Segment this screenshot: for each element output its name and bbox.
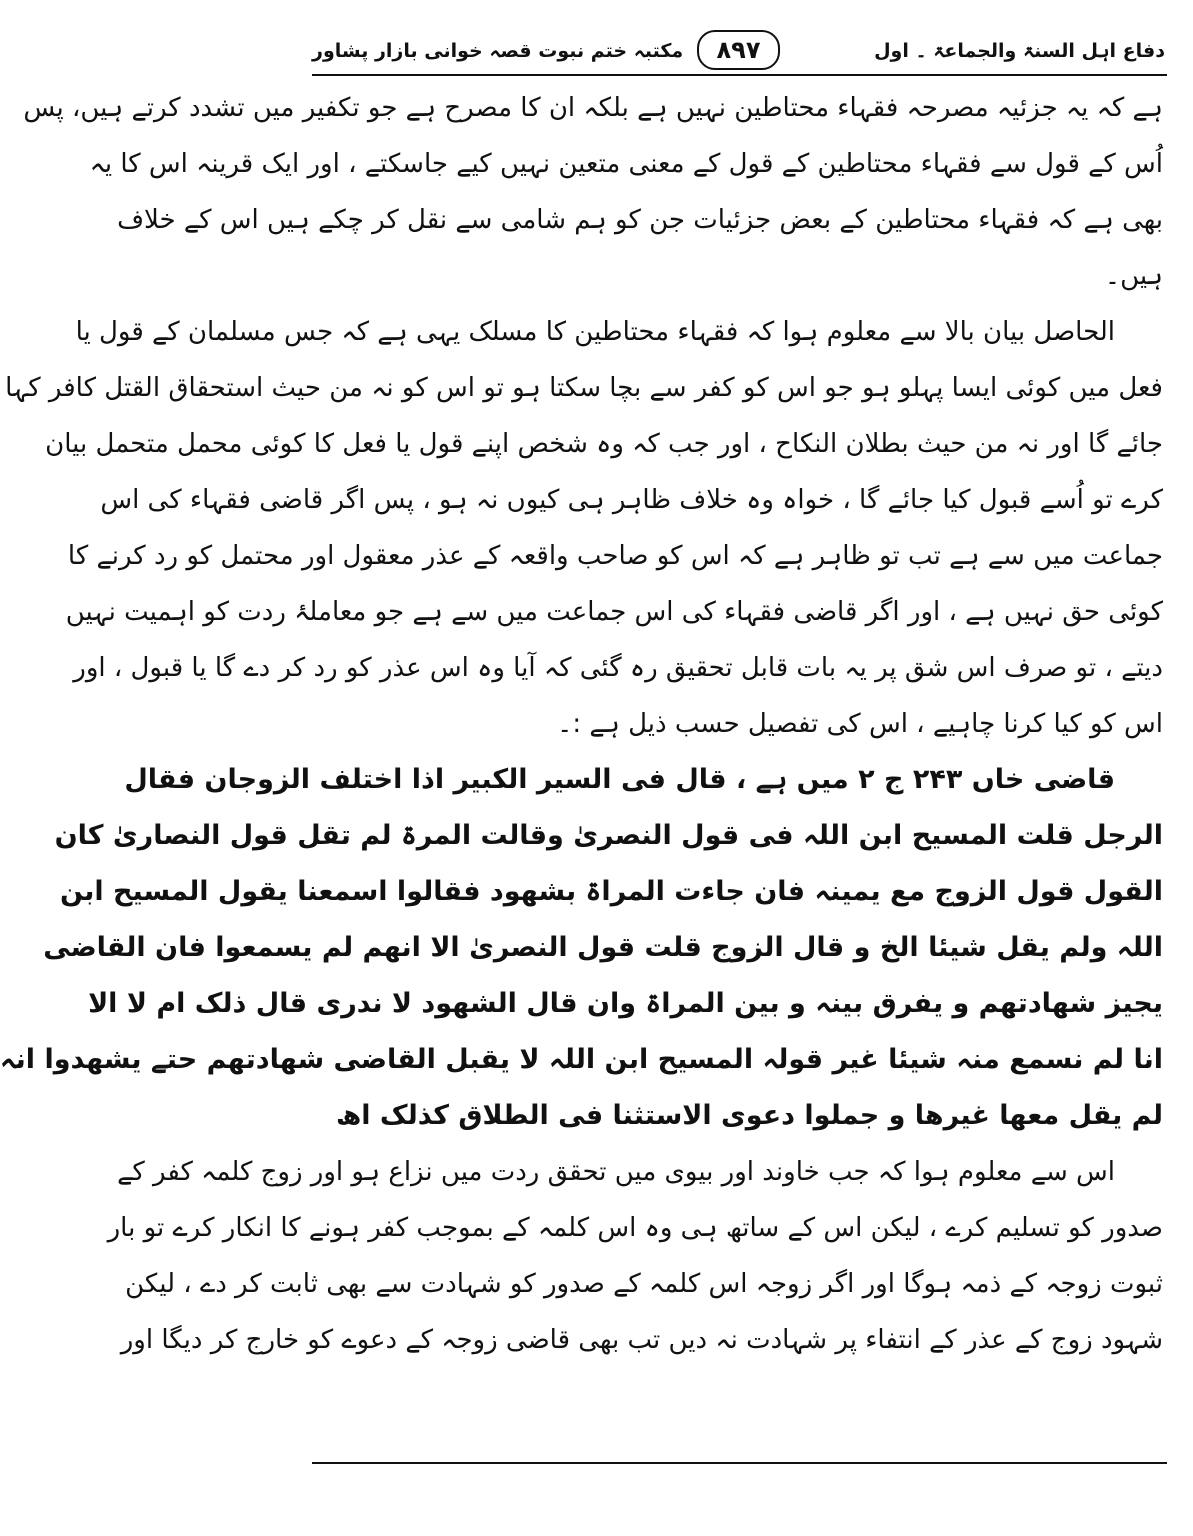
page-number: ۸۹۷ [697, 30, 781, 70]
text-line: جماعت میں سے ہے تب تو ظاہر ہے کہ اس کو صاحب واقعہ کے عذر معقول اور محتمل کو رد کرنے کا [67, 541, 1163, 571]
text-line: ثبوت زوجہ کے ذمہ ہوگا اور اگر زوجہ اس کلمہ کے صدور کو شہادت سے بھی ثابت کر دے ، لیکن [125, 1269, 1163, 1299]
text-line: فعل میں کوئی ایسا پہلو ہو جو اس کو کفر سے بچا سکتا ہو تو اس کو نہ من حیث استحقاق القتل کافر کہا [5, 373, 1163, 403]
text-line: اس کو کیا کرنا چاہیے ، اس کی تفصیل حسب ذیل ہے :۔ [557, 709, 1163, 739]
page-body [0, 80, 1163, 1368]
text-line: اُس کے قول سے فقہاء محتاطین کے قول کے معنی متعین نہیں کیے جاسکتے ، اور ایک قرینہ اس کا یہ [89, 149, 1163, 179]
paragraph-1 [23, 80, 1163, 304]
paragraph-2 [5, 304, 1163, 752]
header-rule [312, 74, 1167, 76]
text-line: القول قول الزوج مع یمینہ فان جاءت المراۃ بشھود فقالوا اسمعنا یقول المسیح ابن [59, 876, 1163, 907]
book-title: دفاع اہل السنۃ والجماعۃ ۔ اول [874, 40, 1165, 62]
paragraph-4 [107, 1144, 1163, 1368]
text-line: ہیں۔ [1104, 261, 1163, 291]
text-line: شہود زوج کے عذر کے انتفاء پر شہادت نہ دیں تب بھی قاضی زوجہ کے دعوے کو خارج کر دیگا اور [120, 1325, 1163, 1355]
text-line: ہے کہ یہ جزئیہ مصرحہ فقہاء محتاطین نہیں ہے بلکہ ان کا مصرح ہے جو تکفیر میں تشدد کرتے ہیں، پس [23, 93, 1163, 123]
page-header [312, 30, 1165, 72]
text-line: اللہ ولم یقل شیئا الخ و قال الزوج قلت قول النصریٰ الا انھم لم یسمعوا فان القاضی [43, 932, 1163, 963]
footer-rule [312, 1462, 1167, 1464]
arabic-quotation [0, 752, 1163, 1144]
publisher: مکتبہ ختم نبوت قصہ خوانی بازار پشاور [312, 40, 684, 62]
text-line: لم یقل معھا غیرھا و جملوا دعوی الاستثنا فی الطلاق کذلک اھ [335, 1100, 1163, 1131]
text-line: الحاصل بیان بالا سے معلوم ہوا کہ فقہاء محتاطین کا مسلک یہی ہے کہ جس مسلمان کے قول یا [75, 317, 1115, 347]
text-line: کرے تو اُسے قبول کیا جائے گا ، خواہ وہ خلاف ظاہر ہی کیوں نہ ہو ، پس اگر قاضی فقہاء کی اس [100, 485, 1163, 515]
text-line: قاضی خاں ۲۴۳ ج ۲ میں ہے ، قال فی السیر الکبیر اذا اختلف الزوجان فقال [124, 764, 1115, 795]
text-line: دیتے ، تو صرف اس شق پر یہ بات قابل تحقیق رہ گئی کہ آیا وہ اس عذر کو رد کر دے گا یا قبول ، اور [73, 653, 1163, 683]
text-line: بھی ہے کہ فقہاء محتاطین کے بعض جزئیات جن کو ہم شامی سے نقل کر چکے ہیں اس کے خلاف [117, 205, 1163, 235]
text-line: انا لم نسمع منہ شیئا غیر قولہ المسیح ابن اللہ لا یقبل القاضی شھادتھم حتے یشھدوا انہ [0, 1044, 1163, 1075]
text-line: کوئی حق نہیں ہے ، اور اگر قاضی فقہاء کی اس جماعت میں سے ہے جو معاملۂ ردت کو اہمیت نہیں [65, 597, 1163, 627]
text-line: اس سے معلوم ہوا کہ جب خاوند اور بیوی میں تحقق ردت میں نزاع ہو اور زوج کلمہ کفر کے [117, 1157, 1115, 1187]
text-line: جائے گا اور نہ من حیث بطلان النکاح ، اور جب کہ وہ شخص اپنے قول یا فعل کا کوئی محمل متحمل بیان [45, 429, 1163, 459]
text-line: الرجل قلت المسیح ابن اللہ فی قول النصریٰ وقالت المرۃ لم تقل قول النصاریٰ کان [54, 820, 1163, 851]
text-line: صدور کو تسلیم کرے ، لیکن اس کے ساتھ ہی وہ اس کلمہ کے بموجب کفر ہونے کا انکار کرے تو بار [107, 1213, 1163, 1243]
text-line: یجیز شھادتھم و یفرق بینہ و بین المراۃ وان قال الشھود لا ندری قال ذلک ام لا الا [88, 988, 1163, 1019]
